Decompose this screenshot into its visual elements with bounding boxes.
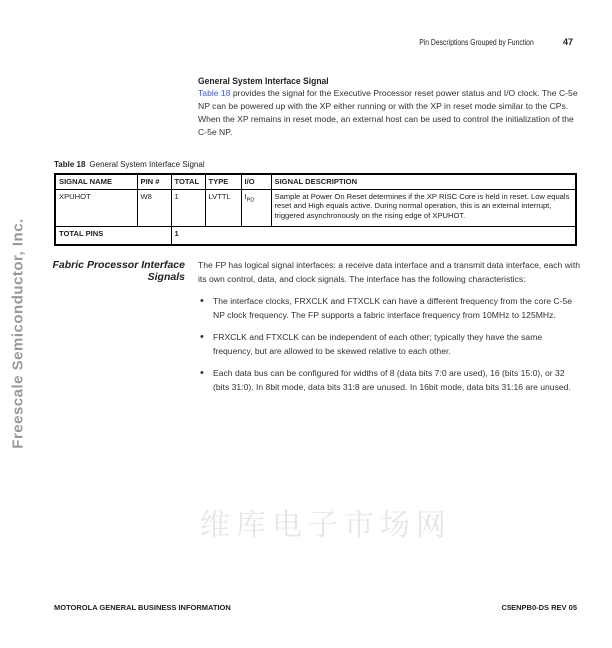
col-header: SIGNAL NAME bbox=[55, 174, 137, 189]
caption-label: Table 18 bbox=[54, 160, 86, 169]
col-header: TOTAL bbox=[171, 174, 205, 189]
sidebar-vertical-text: Freescale Semiconductor, Inc. bbox=[9, 218, 27, 449]
footer-right: C5ENPB0-DS REV 05 bbox=[501, 603, 577, 612]
list-item: • FRXCLK and FTXCLK can be independent of each other; typically they have the same frequency, but are allowed to be skewed relative to each other. bbox=[198, 330, 580, 358]
fpi-section bbox=[198, 258, 580, 394]
table-row bbox=[55, 189, 576, 226]
col-header: PIN # bbox=[137, 174, 171, 189]
list-item: • The interface clocks, FRXCLK and FTXCLK can have a different frequency from the core C-5e NP clock frequency. The FP supports a fabric interface frequency from 10MHz to 125MHz. bbox=[198, 294, 580, 322]
table-header-row bbox=[55, 174, 576, 189]
col-header: I/O bbox=[241, 174, 271, 189]
gsi-paragraph bbox=[198, 87, 583, 139]
signal-table bbox=[54, 173, 577, 246]
watermark: 维库电子市场网 bbox=[200, 508, 452, 543]
table-caption bbox=[54, 160, 205, 169]
cell-signal-name: XPUHOT bbox=[55, 189, 137, 226]
io-subscript: PD bbox=[246, 197, 255, 204]
cell-io bbox=[241, 189, 271, 226]
total-label: TOTAL PINS bbox=[55, 226, 171, 245]
fpi-intro: The FP has logical signal interfaces: a receive data interface and a transmit data interface, each with its own control, data, and clock signals. The interface has the following characteristics: bbox=[198, 260, 580, 284]
cell-total: 1 bbox=[171, 189, 205, 226]
cell-pin: W8 bbox=[137, 189, 171, 226]
fpi-heading-line1: Fabric Processor Interface bbox=[52, 259, 185, 271]
section-heading: General System Interface Signal bbox=[198, 76, 329, 87]
page-number: 47 bbox=[563, 37, 574, 47]
io-value: I bbox=[244, 191, 247, 201]
col-header: TYPE bbox=[205, 174, 241, 189]
cell-type: LVTTL bbox=[205, 189, 241, 226]
total-value: 1 bbox=[171, 226, 576, 245]
running-header: Pin Descriptions Grouped by Function bbox=[419, 38, 534, 47]
col-header: SIGNAL DESCRIPTION bbox=[271, 174, 576, 189]
table-total-row bbox=[55, 226, 576, 245]
gsi-section bbox=[198, 76, 583, 139]
table-link[interactable]: Table 18 bbox=[198, 88, 231, 98]
caption-text: General System Interface Signal bbox=[89, 160, 205, 169]
fpi-heading-line2: Signals bbox=[147, 271, 185, 283]
cell-description: Sample at Power On Reset determines if the XP RISC Core is held in reset. Low equals reset and High equals active. During normal operation, this is an external interrupt, triggered asynchronously on the rising edge of XPUHOT. bbox=[271, 189, 576, 226]
list-item: • Each data bus can be configured for widths of 8 (data bits 7:0 are used), 16 (bits 15:0), or 32 (bits 31:0). In 8bit mode, data bits 31:8 are unused. In 16bit mode, data bits 31:16 are unused. bbox=[198, 366, 580, 394]
footer-left: MOTOROLA GENERAL BUSINESS INFORMATION bbox=[54, 603, 231, 612]
fpi-bullet-list bbox=[198, 294, 580, 394]
gsi-text: provides the signal for the Executive Processor reset power status and I/O clock. The C-5e NP can be powered up with the XP either running or with the XP in reset mode similar to the CPs. When the XP remains in reset mode, an external host can be used to control the initialization of the C-5e NP. bbox=[198, 88, 578, 137]
